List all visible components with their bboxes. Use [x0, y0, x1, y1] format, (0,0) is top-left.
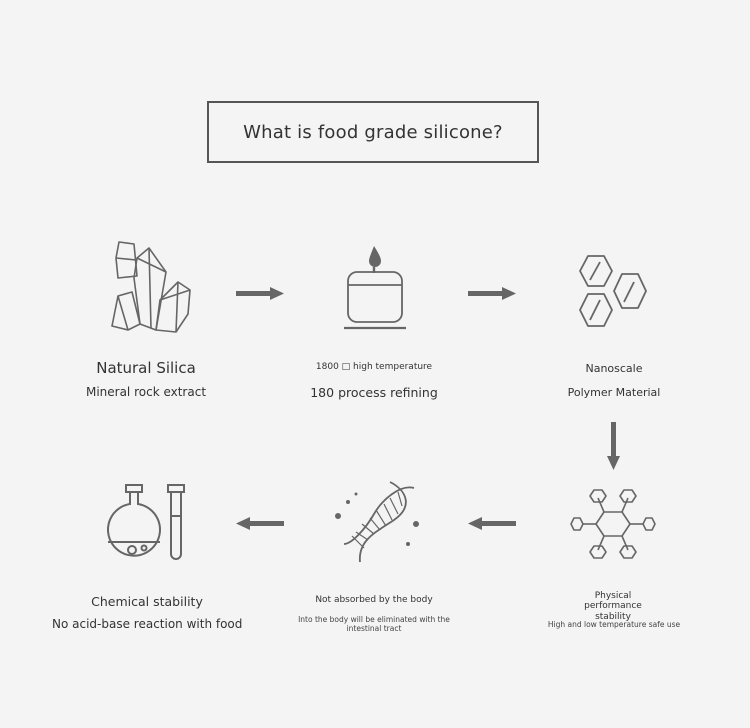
step-2-subtitle: 180 process refining: [310, 385, 438, 400]
crystal-icon: [104, 238, 196, 336]
flask-icon: [104, 482, 192, 566]
dna-icon: [330, 478, 422, 566]
candle-icon: [344, 242, 406, 332]
step-4-title: Physical performance stability: [584, 591, 642, 622]
title-box: [207, 101, 539, 163]
step-6-subtitle: No acid-base reaction with food: [52, 617, 243, 631]
hexagon-cluster-icon: [574, 252, 656, 334]
arrow-down: [606, 422, 622, 472]
step-5-subtitle: Into the body will be eliminated with the intestinal tract: [298, 615, 450, 633]
step-1-subtitle: Mineral rock extract: [85, 385, 207, 399]
molecule-icon: [568, 484, 658, 564]
arrow-right-2: [468, 286, 518, 302]
arrow-left-1: [468, 516, 518, 532]
step-3-subtitle: Polymer Material: [567, 386, 661, 399]
diagram-title: What is food grade silicone?: [243, 121, 503, 143]
step-3-title: Nanoscale: [585, 362, 643, 375]
step-4-subtitle: High and low temperature safe use: [547, 620, 681, 629]
arrow-left-2: [236, 516, 286, 532]
step-1-title: Natural Silica: [96, 359, 196, 377]
step-6-title: Chemical stability: [91, 594, 203, 609]
step-5-title: Not absorbed by the body: [315, 595, 433, 605]
arrow-right-1: [236, 286, 286, 302]
step-2-title: 1800 □ high temperature: [315, 362, 433, 372]
